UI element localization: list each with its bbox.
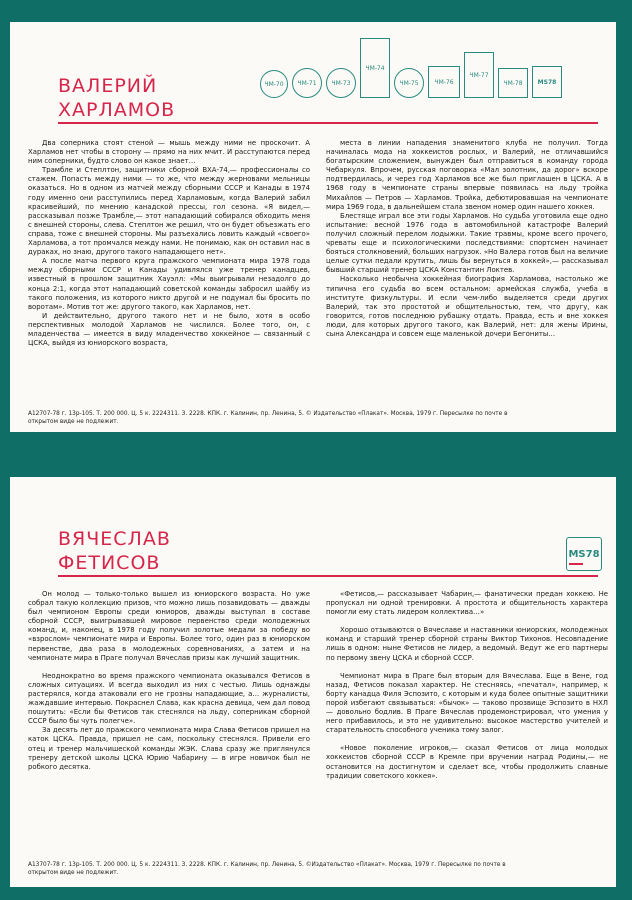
card1-imprint: А12707-78 г. 13р-105. Т. 200 000. Ц. 5 к. 2224311. З. 2228. КПК. г. Калинин, пр. Ленина, 5. © Издательство «Плакат». Москва, 1979 г. Пересылке по почте в открытом виде не подлежит. [28,411,508,425]
paragraph: Он молод — только-только вышел из юниорского возраста. Но уже собрал такую коллекцию призов, что можно лишь позавидовать — дважды был чемпионом Европы среди юниоров, дважды выступал в составе сборной СССР, выигрывавшей мировое первенство среди молодежных команд, и, наконец, в 1978 году получил золотые медали за победу во «взрослом» чемпионате мира и Европы. Более того, один раз в юниорском первенстве, два раза в молодежных соревнованиях, а затем и на чемпионате мира в Праге получал Вячеслав призы как лучший защитник. [28,590,310,662]
card1-title [58,74,175,122]
title-rule [58,575,598,577]
card1-body [28,139,608,348]
ms78-emblem-icon [566,537,602,571]
paragraph: Два соперника стоят стеной — мышь между ними не проскочит. А Харламов нет чтобы в сторону — прямо на них мчит. И расступаются перед ним соперники, будто слово он какое знает… [28,139,310,166]
paragraph: Насколько необычна хоккейная биография Харламова, настолько же типична его судьба во всем остальном: армейская служба, учеба в институте физкультуры. И если чем-либо выделяется среди других Валерий, так это простотой и общительностью, тем, что другу, как говорится, готов последнюю рубашку отдать. Правда, есть и вне хоккея люди, для которых другого такого, как Валерий, нет: для жены Ирины, сына Александра и совсем еще маленькой дочери Бегониты… [326,275,608,338]
title-rule [58,122,598,124]
paragraph: А после матча первого круга пражского чемпионата мира 1978 года между сборными СССР и Канады удивлялся уже тренер канадцев, известный в прошлом защитник Хауэлл: «Мы выигрывали незадолго до конца 2:1, когда этот нападающий советской команды забросил шайбу из такого положения, из которого никто другой и не подумал бы бросить по воротам». Мотив тот же: другого такого, как Харламов, нет. [28,257,310,311]
postcard-kharlamov [10,22,616,432]
card2-column-left [28,590,310,781]
emblem-icon: ЧМ-70 [260,70,288,98]
card2-title-last-name: ФЕТИСОВ [58,552,161,574]
card2-title [58,527,171,575]
paragraph: Чемпионат мира в Праге был вторым для Вячеслава. Еще в Вене, год назад, Фетисов показал характер. Не стесняясь, «печатал», например, к борту канадца Филя Эспозито, с которым и куда более опытные защитники порой избегают связываться: «бычок» — таково прозвище Эспозито в НХЛ — довольно бодлив. В Праге Вячеслав продемонстрировал, что умения у него прибавилось, и это не удивительно: высокое мастерство учителей и старательность способного ученика тому залог. [326,671,608,735]
card2-title-first-name: ВЯЧЕСЛАВ [58,528,171,550]
championship-emblems [260,38,562,98]
paragraph: места в линии нападения знаменитого клуба не получил. Тогда начиналась мода на хоккеистов рослых, и Валерий, не отличавшийся богатырским сложением, вынужден был отправиться в команду города Чебаркуля. Впрочем, русская поговорка «Мал золотник, да дорог» вскоре подтвердилась, и через год Харламов все же был приглашен в ЦСКА. А в 1968 году в чемпионате страны впервые появилась на льду тройка Михайлов — Петров — Харламов. Тройка, дебютировавшая на чемпионате мира 1969 года, в дальнейшем стала звеном номер один нашего хоккея. [326,139,608,211]
paragraph: Трамбле и Степлтон, защитники сборной ВХА-74,— профессионалы со стажем. Попасть между ними — то же, что между жерновами мельницы оказаться. Но в одном из матчей между сборными СССР и Канады в 1974 году именно они расступились перед Харламовым, когда Валерий забил красивейший, по мнению канадской прессы, гол сезона. «Я видел,— рассказывал позже Трамбле,— этот нападающий собирался обходить меня с внешней стороны, слева. Степлтон же решил, что он будет объезжать его справа, тоже с внешней стороны. Мы разъехались ловить каждый «своего» Харламова, а тот промчался между нами. Не понимаю, как он оставил нас в дураках, но знаю, другого такого нападающего нет». [28,166,310,257]
emblem-icon: ЧМ-76 [428,66,460,98]
postcard-fetisov [10,477,616,887]
ms78-emblem-icon: MS78 [532,66,562,98]
paragraph: И действительно, другого такого нет и не было, хотя в особо перспективных молодой Харламов не числился. Более того, он, с младенчества — имеется в виду младенчество хоккейное — связанный с ЦСКА, выйдя из юниорского возраста, [28,311,310,348]
emblem-icon: ЧМ-74 [360,38,390,98]
paragraph: За десять лет до пражского чемпионата мира Слава Фетисов пришел на каток ЦСКА. Правда, пришел не сам, поскольку стеснялся. Привели его отец и тренер мальчишеской команды ЖЭК. Слава сразу же приглянулся тренеру детской школы ЦСКА Юрию Чабарину — в игре новичок был не робкого десятка. [28,726,310,771]
paragraph: Хорошо отзываются о Вячеславе и наставники юниорских, молодежных команд и старший тренер сборной страны Виктор Тихонов. Несовпадение лишь в одном: ныне Фетисов не лидер, а ведомый. Ведут же его партнеры по первому звену ЦСКА и сборной СССР. [326,626,608,662]
emblem-icon: ЧМ-78 [498,68,528,98]
emblem-icon: ЧМ-73 [326,68,356,98]
emblem-icon: ЧМ-71 [292,68,322,98]
card1-title-last-name: ХАРЛАМОВ [58,99,176,121]
card2-column-right [326,590,608,781]
card1-title-first-name: ВАЛЕРИЙ [58,75,158,97]
paragraph: Неоднократно во время пражского чемпионата оказывался Фетисов в сложных ситуациях. И всегда выходил из них с честью. Лишь однажды растерялся, когда атаковали его не грозны нападающие, а… журналисты, жаждавшие интервью. Покраснел Слава, как красна девица, чем дал повод пошутить: «Если бы Фетисов так стеснялся на льду, соперникам сборной СССР было бы чуть полегче». [28,671,310,726]
ms78-emblem-label: MS78 [568,548,600,560]
card1-column-left [28,139,310,348]
card2-imprint: А13707-78 г. 13р-105. Т. 200 000. Ц. 5 к. 2224311. З. 2228. КПК. г. Калинин, пр. Ленина, 5. ©Издательство «Плакат». Москва, 1979 г. Пересылке по почте в открытом виде не подлежит. [28,862,506,876]
paragraph: «Фетисов,— рассказывает Чабарин,— фанатически предан хоккею. Не пропускал ни одной тренировки. А простота и общительность характера помогли ему стать лидером коллектива…» [326,590,608,617]
paragraph: «Новое поколение игроков,— сказал Фетисов от лица молодых хоккеистов сборной СССР в Кремле при вручении наград Родины,— не остановится на достигнутом и сделает все, чтобы продолжить славные традиции советского хоккея». [326,744,608,780]
emblem-stripe [569,563,583,565]
card2-body [28,590,608,781]
emblem-icon: ЧМ-77 [464,52,494,98]
paragraph: Блестяще играл все эти годы Харламов. Но судьба уготовила еще одно испытание: весной 1976 года в автомобильной катастрофе Валерий получил сложный перелом лодыжки. Такие травмы, кроме всего прочего, чреваты еще и психологическими последствиями: спортсмен начинает бояться столкновений, больших нагрузок. «Но Валера готов был на величие целые сутки педали крутить, лишь бы вернуться в хоккей»,— рассказывал бывший старший тренер ЦСКА Константин Локтев. [326,211,608,275]
emblem-icon: ЧМ-75 [394,68,424,98]
card1-column-right [326,139,608,348]
